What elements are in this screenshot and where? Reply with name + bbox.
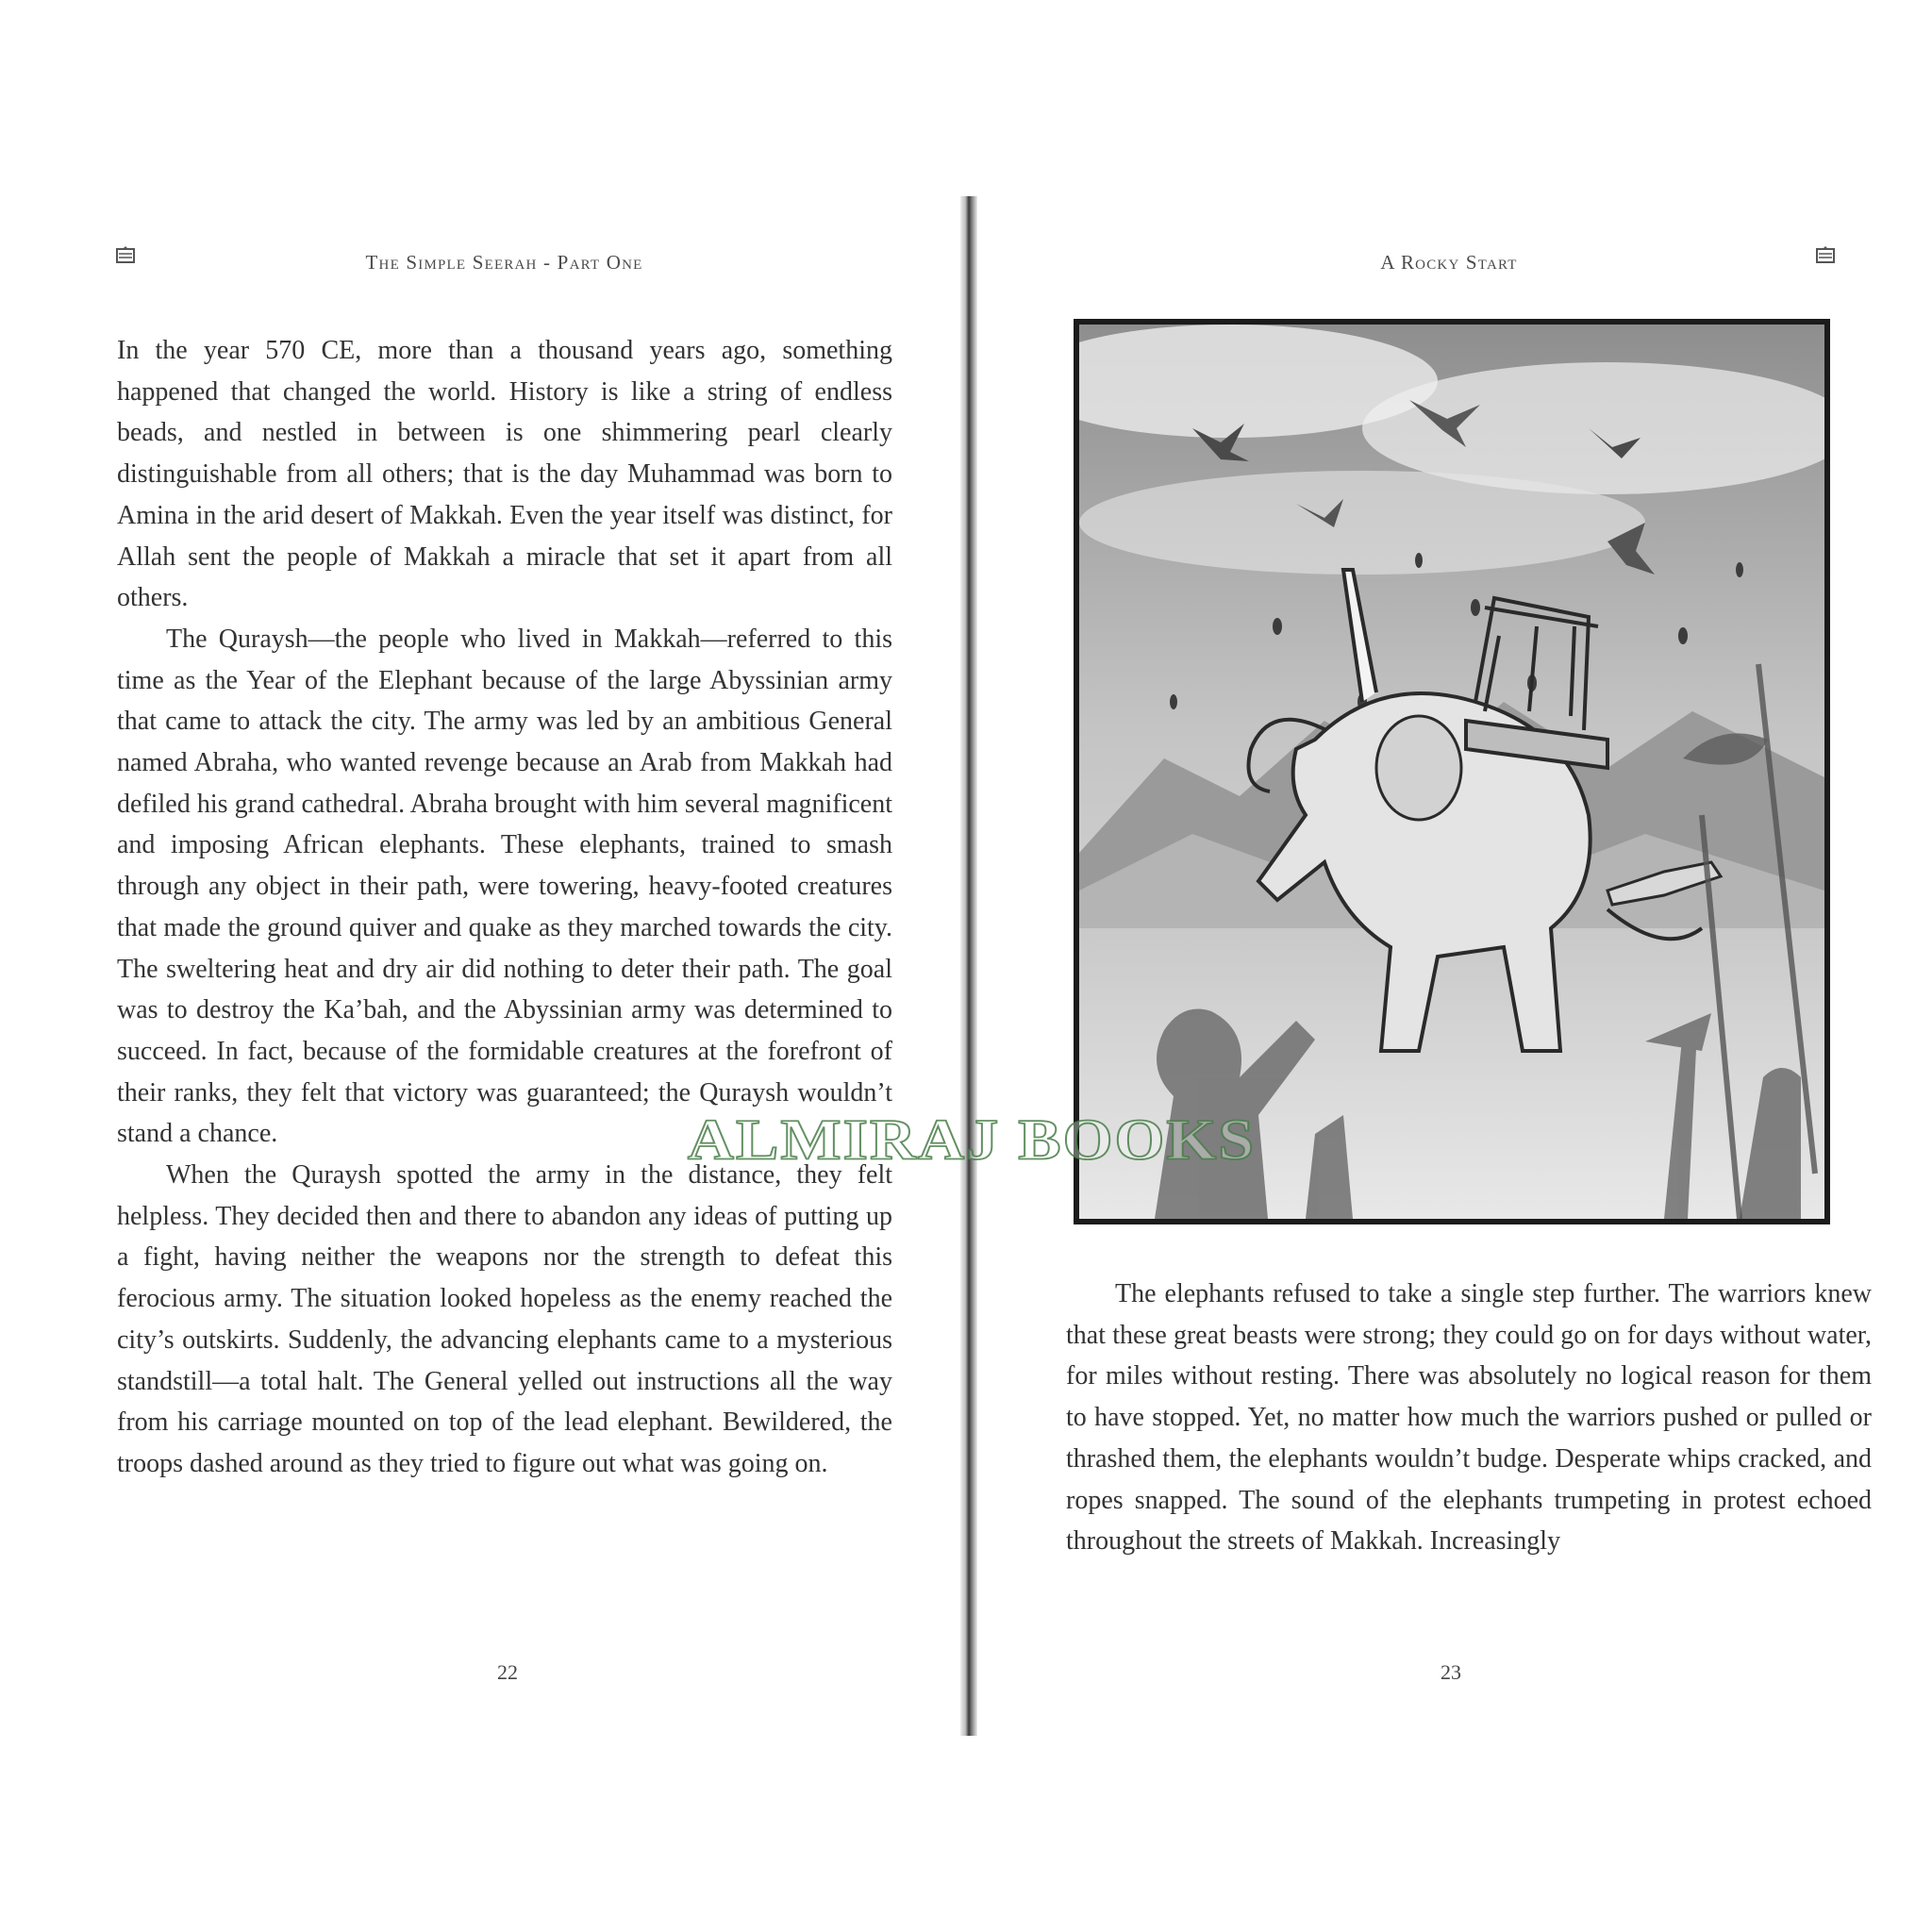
watermark: ALMIRAJ BOOKS [687, 1107, 1257, 1173]
body-text-left [117, 330, 892, 1485]
elephant-illustration [1074, 319, 1830, 1224]
paragraph: In the year 570 CE, more than a thousand years ago, something happened that changed the world. History is like a string of endless beads, and nestled in between is one shimmering pearl clearly distinguishable from all others; that is the day Muhammad was born to Amina in the arid desert of Makkah. Even the year itself was distinct, for Allah sent the people of Makkah a miracle that set it apart from all others. [117, 336, 892, 613]
paragraph: The elephants refused to take a single step further. The warriors knew that these great beasts were strong; they could go on for days without water, for miles without resting. There was absolutely no logical reason for them to have stopped. Yet, no matter how much the warriors pushed or pulled or thrashed them, the elephants wouldn’t budge. Desperate whips cracked, and ropes snapped. The sound of the elephants trumpeting in protest echoed throughout the streets of Makkah. Increasingly [1066, 1279, 1872, 1557]
page-number-right: 23 [1441, 1660, 1461, 1684]
book-ornament-icon [1815, 245, 1836, 266]
body-text-right [1066, 1274, 1872, 1562]
running-head-left: The Simple Seerah - Part One [365, 251, 643, 274]
book-spine [960, 196, 977, 1736]
right-page [977, 196, 1932, 1736]
paragraph: When the Quraysh spotted the army in the distance, they felt helpless. They decided then and there to abandon any ideas of putting up a fight, having neither the weapons nor the strength to defeat this ferocious army. The situation looked hopeless as the enemy reached the city’s outskirts. Suddenly, the advancing elephants came to a mysterious standstill—a total halt. The General yelled out instructions all the way from his carriage mounted on top of the lead elephant. Bewildered, the troops dashed around as they tried to figure out what was going on. [117, 1160, 892, 1478]
page-number-left: 22 [497, 1660, 518, 1684]
left-page [0, 196, 960, 1736]
running-head-right: A Rocky Start [1380, 251, 1518, 274]
book-spread [0, 196, 1932, 1736]
paragraph: The Quraysh—the people who lived in Makkah—referred to this time as the Year of the Elephant because of the large Abyssinian army that came to attack the city. The army was led by an ambitious General named Abraha, who wanted revenge because an Arab from Makkah had defiled his grand cathedral. Abraha brought with him several magnificent and imposing African elephants. These elephants, trained to smash through any object in their path, were towering, heavy-footed creatures that made the ground quiver and quake as they marched towards the city. The sweltering heat and dry air did nothing to deter their path. The goal was to destroy the Ka’bah, and the Abyssinian army was determined to succeed. In fact, because of the formidable creatures at the forefront of their ranks, they felt that victory was guaranteed; the Quraysh wouldn’t stand a chance. [117, 624, 892, 1149]
